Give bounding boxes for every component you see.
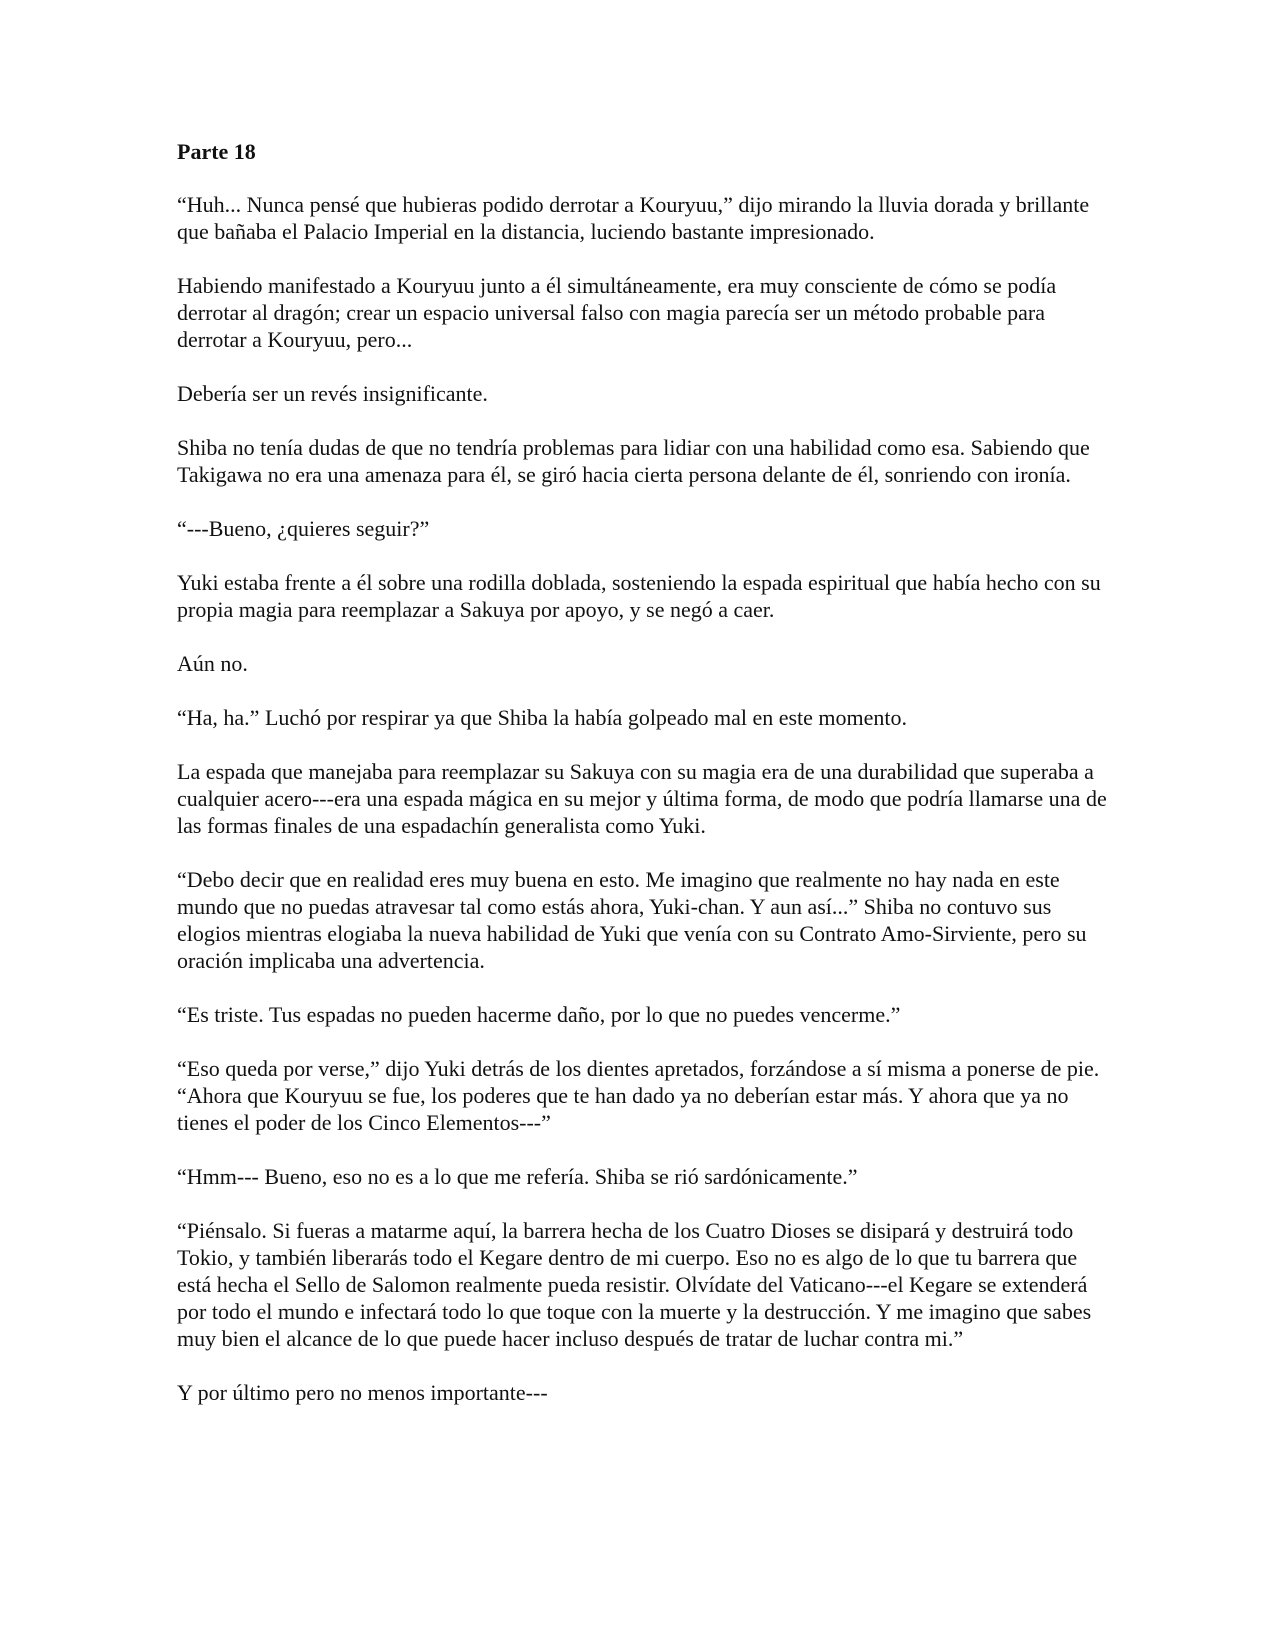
paragraph: Y por último pero no menos importante--- — [177, 1380, 548, 1405]
paragraph: “Ha, ha.” Luchó por respirar ya que Shiba la había golpeado mal en este momento. — [177, 705, 908, 730]
paragraph: Yuki estaba frente a él sobre una rodilla doblada, sosteniendo la espada espiritual que había hecho con su propia magia para reemplazar a Sakuya por apoyo, y se negó a caer. — [177, 570, 1101, 622]
paragraph: “Piénsalo. Si fueras a matarme aquí, la barrera hecha de los Cuatro Dioses se disipará y destruirá todo Tokio, y también liberarás todo el Kegare dentro de mi cuerpo. Eso no es algo de lo que tu barrera que está hecha el Sello de Salomon realmente pueda resistir. Olvídate del Vaticano---el Kegare se extenderá por todo el mundo e infectará todo lo que toque con la muerte y la destrucción. Y me imagino que sabes muy bien el alcance de lo que puede hacer incluso después de tratar de luchar contra mi.” — [177, 1218, 1092, 1351]
paragraph: “Debo decir que en realidad eres muy buena en esto. Me imagino que realmente no hay nada en este mundo que no puedas atravesar tal como estás ahora, Yuki-chan. Y aun así...” Shiba no contuvo sus elogios mientras elogiaba la nueva habilidad de Yuki que venía con su Contrato Amo-Sirviente, pero su oración implicaba una advertencia. — [177, 867, 1087, 973]
chapter-heading: Parte 18 — [177, 139, 256, 164]
paragraph: Shiba no tenía dudas de que no tendría problemas para lidiar con una habilidad como esa. Sabiendo que Takigawa no era una amenaza para él, se giró hacia cierta persona delante de él, sonriendo con ironía. — [177, 435, 1090, 487]
paragraph: “Eso queda por verse,” dijo Yuki detrás de los dientes apretados, forzándose a sí misma a ponerse de pie. “Ahora que Kouryuu se fue, los poderes que te han dado ya no deberían estar más. Y ahora que ya no tienes el poder de los Cinco Elementos---” — [177, 1056, 1100, 1135]
paragraph: “Huh... Nunca pensé que hubieras podido derrotar a Kouryuu,” dijo mirando la lluvia dorada y brillante que bañaba el Palacio Imperial en la distancia, luciendo bastante impresionado. — [177, 192, 1090, 244]
paragraph: Debería ser un revés insignificante. — [177, 381, 488, 406]
paragraph: La espada que manejaba para reemplazar su Sakuya con su magia era de una durabilidad que superaba a cualquier acero---era una espada mágica en su mejor y última forma, de modo que podría llamarse una de las formas finales de una espadachín generalista como Yuki. — [177, 759, 1107, 838]
paragraph: “Es triste. Tus espadas no pueden hacerme daño, por lo que no puedes vencerme.” — [177, 1002, 901, 1027]
paragraph: “Hmm--- Bueno, eso no es a lo que me refería. Shiba se rió sardónicamente.” — [177, 1164, 858, 1189]
document-page — [177, 138, 1107, 1433]
paragraph: Habiendo manifestado a Kouryuu junto a él simultáneamente, era muy consciente de cómo se podía derrotar al dragón; crear un espacio universal falso con magia parecía ser un método probable para derrotar a Kouryuu, pero... — [177, 273, 1057, 352]
paragraph: Aún no. — [177, 651, 248, 676]
paragraph: “---Bueno, ¿quieres seguir?” — [177, 516, 430, 541]
